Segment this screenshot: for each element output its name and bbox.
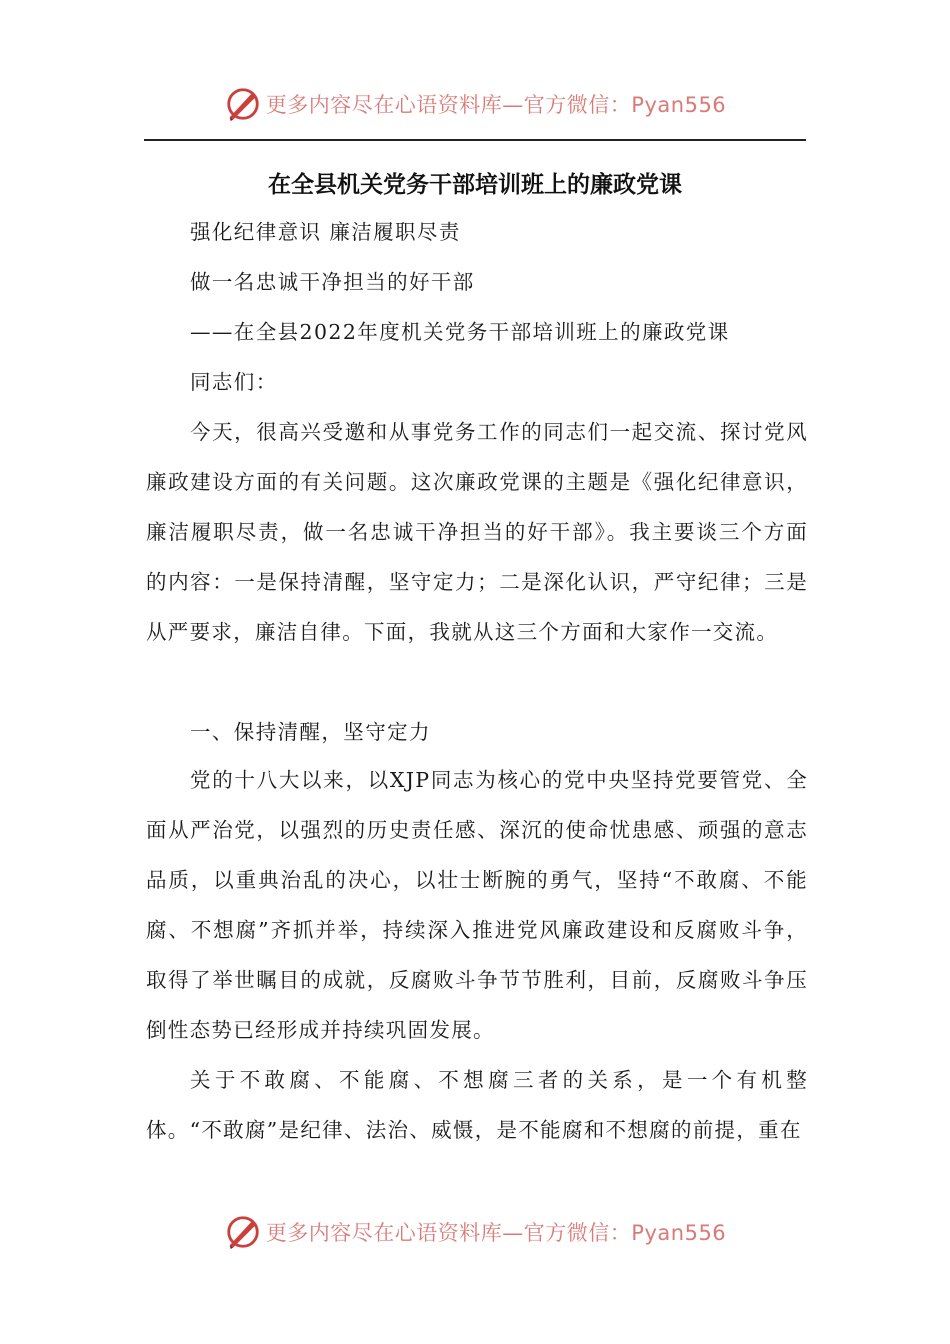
subtitle-line-2: 做一名忠诚干净担当的好干部 (190, 270, 475, 294)
subtitle-line-1: 强化纪律意识 廉洁履职尽责 (190, 220, 461, 244)
paragraph-1: 今天，很高兴受邀和从事党务工作的同志们一起交流、探讨党风廉政建设方面的有关问题。这次廉政党课的主题是《强化纪律意识，廉洁履职尽责，做一名忠诚干净担当的好干部》。我主要谈三个方面的内容：一是保持清醒，坚守定力；二是深化认识，严守纪律；三是从严要求，廉洁自律。下面，我就从这三个方面和大家作一交流。 (146, 420, 808, 644)
header-watermark (0, 84, 950, 124)
header-divider (144, 139, 806, 141)
paragraph-2: 党的十八大以来，以XJP同志为核心的党中央坚持党要管党、全面从严治党，以强烈的历史责任感、深沉的使命忧患感、顽强的意志品质，以重典治乱的决心，以壮士断腕的勇气，坚持“不敢腐、不能腐、不想腐”齐抓并举，持续深入推进党风廉政建设和反腐败斗争，取得了举世瞩目的成就，反腐败斗争节节胜利，目前，反腐败斗争压倒性态势已经形成并持续巩固发展。 (146, 768, 808, 1042)
section-heading-1: 一、保持清醒，坚守定力 (190, 720, 431, 744)
header-watermark-text: 更多内容尽在心语资料库—官方微信：Pyan556 (265, 93, 727, 117)
document-title: 在全县机关党务干部培训班上的廉政党课 (268, 172, 682, 198)
footer-watermark-text: 更多内容尽在心语资料库—官方微信：Pyan556 (265, 1221, 727, 1245)
subtitle-line-3: ——在全县2022年度机关党务干部培训班上的廉政党课 (190, 320, 730, 344)
pen-logo-icon (224, 85, 262, 123)
paragraph-3: 关于不敢腐、不能腐、不想腐三者的关系，是一个有机整体。“不敢腐”是纪律、法治、威慑，是不能腐和不想腐的前提，重在 (146, 1068, 808, 1142)
greeting: 同志们： (190, 370, 278, 394)
footer-watermark (0, 1212, 950, 1252)
pen-logo-icon (224, 1213, 262, 1251)
